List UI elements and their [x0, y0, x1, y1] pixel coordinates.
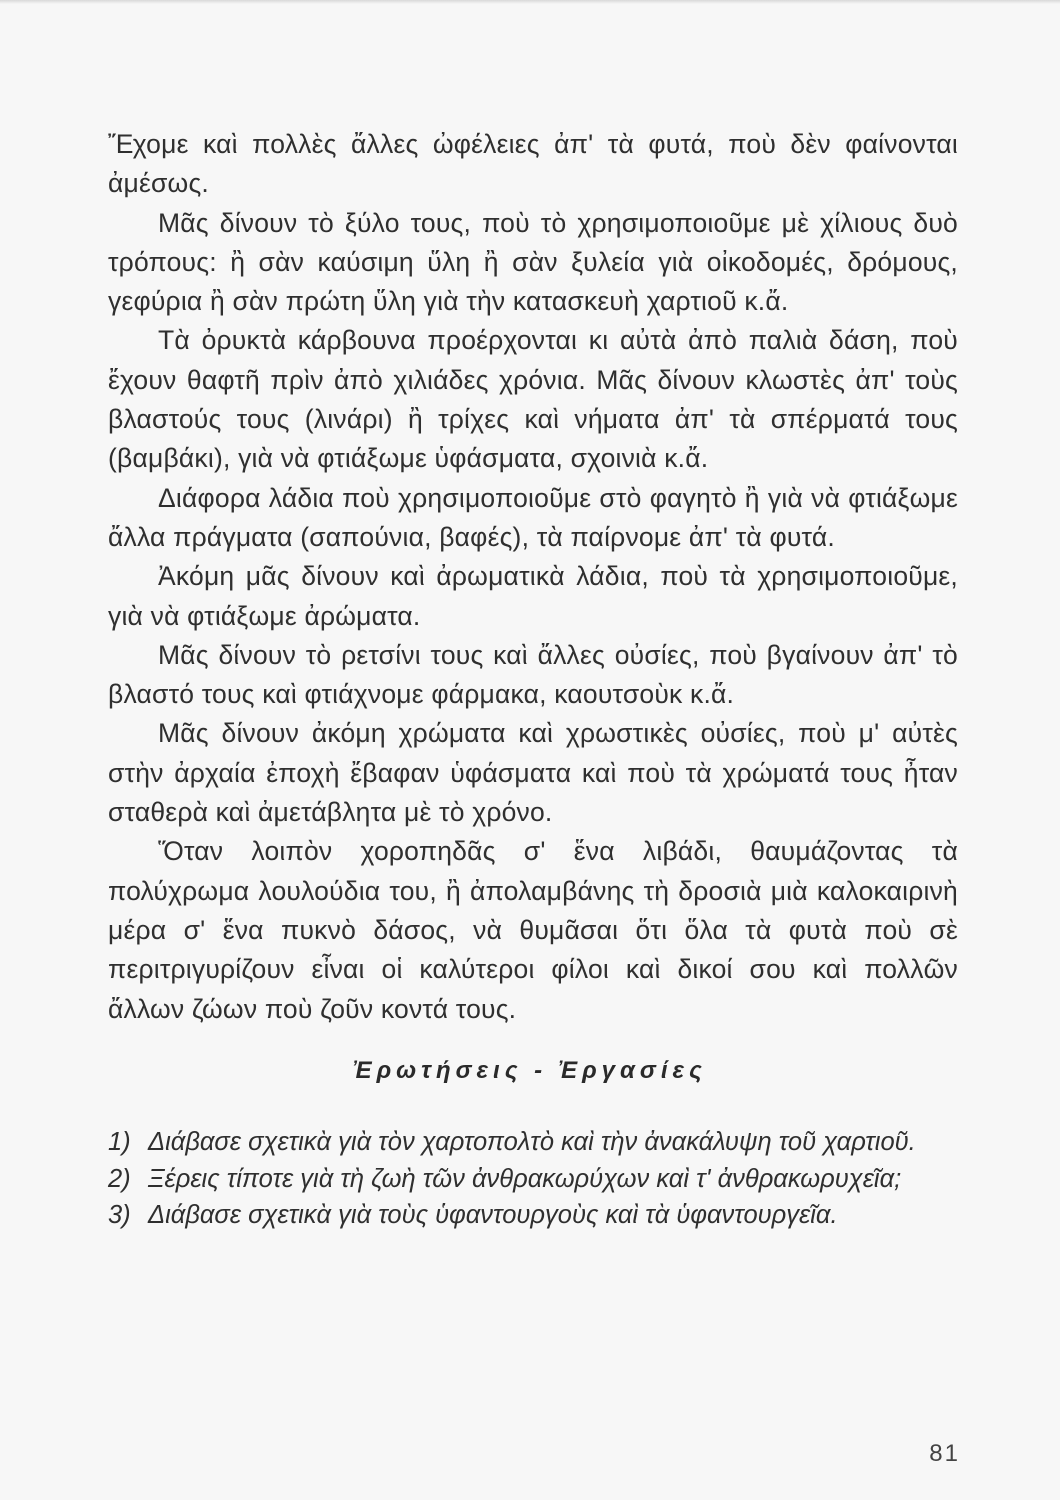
paragraph-coal-fibers: Τὰ ὀρυκτὰ κάρβουνα προέρχονται κι αὐτὰ ἀπὸ παλιὰ δάση, ποὺ ἔχουν θαφτῆ πρὶν ἀπὸ χιλιάδες χρόνια. Μᾶς δίνουν κλωστὲς ἀπ' τοὺς βλαστούς τους (λινάρι) ἢ τρίχες καὶ νήματα ἀπ' τὰ σπέρματά τους (βαμβάκι), γιὰ νὰ φτιάξωμε ὑφάσματα, σχοινιὰ κ.ἄ. — [108, 325, 958, 474]
question-number: 1) — [108, 1128, 131, 1156]
question-number: 2) — [108, 1164, 131, 1193]
paragraph-dyes: Μᾶς δίνουν ἀκόμη χρώματα καὶ χρωστικὲς οὐσίες, ποὺ μ' αὐτὲς στὴν ἀρχαία ἐποχὴ ἔβαφαν ὑφάσματα καὶ ποὺ τὰ χρώματά τους ἦταν σταθερὰ καὶ ἀμετάβλητα μὲ τὸ χρόνο. — [108, 718, 958, 828]
question-text: Διάβασε σχετικὰ γιὰ τοὺς ὑφαντουργοὺς καὶ τὰ ὑφαντουργεῖα. — [148, 1201, 838, 1229]
question-item — [108, 1197, 960, 1234]
paragraph-conclusion: Ὅταν λοιπὸν χοροπηδᾶς σ' ἕνα λιβάδι, θαυμάζοντας τὰ πολύχρωμα λουλούδια του, ἢ ἀπολαμβάνης τὴ δροσιὰ μιὰ καλοκαιρινὴ μέρα σ' ἕνα πυκνὸ δάσος, νὰ θυμᾶσαι ὅτι ὅλα τὰ φυτὰ ποὺ σὲ περιτριγυρίζουν εἶναι οἱ καλύτεροι φίλοι καὶ δικοί σου καὶ πολλῶν ἄλλων ζώων ποὺ ζοῦν κοντά τους. — [108, 836, 958, 1024]
page-top-edge — [0, 0, 1060, 4]
question-item — [108, 1161, 960, 1198]
paragraph-benefits: Ἔχομε καὶ πολλὲς ἄλλες ὠφέλειες ἀπ' τὰ φυτά, ποὺ δὲν φαίνονται ἀμέσως. — [108, 129, 958, 199]
body-text — [108, 125, 958, 1029]
question-text: Διάβασε σχετικὰ γιὰ τὸν χαρτοπολτὸ καὶ τὴν ἀνακάλυψη τοῦ χαρτιοῦ. — [148, 1128, 916, 1156]
paragraph-oils: Διάφορα λάδια ποὺ χρησιμοποιοῦμε στὸ φαγητὸ ἢ γιὰ νὰ φτιάξωμε ἄλλα πράγματα (σαπούνια, βαφές), τὰ παίρνομε ἀπ' τὰ φυτά. — [108, 482, 958, 552]
paragraph-resin: Μᾶς δίνουν τὸ ρετσίνι τους καὶ ἄλλες οὐσίες, ποὺ βγαίνουν ἀπ' τὸ βλαστό τους καὶ φτιάχνομε φάρμακα, καουτσοὺκ κ.ἄ. — [108, 639, 958, 710]
paragraph-aromatic-oils: Ἀκόμη μᾶς δίνουν καὶ ἀρωματικὰ λάδια, ποὺ τὰ χρησιμοποιοῦμε, γιὰ νὰ φτιάξωμε ἀρώματα. — [108, 561, 958, 631]
section-heading: Ἐρωτήσεις - Ἐργασίες — [353, 1057, 707, 1084]
question-item — [108, 1124, 960, 1161]
question-number: 3) — [108, 1201, 131, 1229]
question-text: Ξέρεις τίποτε γιὰ τὴ ζωὴ τῶν ἀνθρακωρύχων καὶ τ' ἀνθρακωρυχεῖα; — [148, 1164, 902, 1193]
page-number: 81 — [929, 1440, 960, 1467]
questions-list — [108, 1124, 960, 1234]
paragraph-wood: Μᾶς δίνουν τὸ ξύλο τους, ποὺ τὸ χρησιμοποιοῦμε μὲ χίλιους δυὸ τρόπους: ἢ σὰν καύσιμη ὕλη ἢ σὰν ξυλεία γιὰ οἰκοδομές, δρόμους, γεφύρια ἢ σὰν πρώτη ὕλη γιὰ τὴν κατασκευὴ χαρτιοῦ κ.ἄ. — [108, 207, 958, 317]
